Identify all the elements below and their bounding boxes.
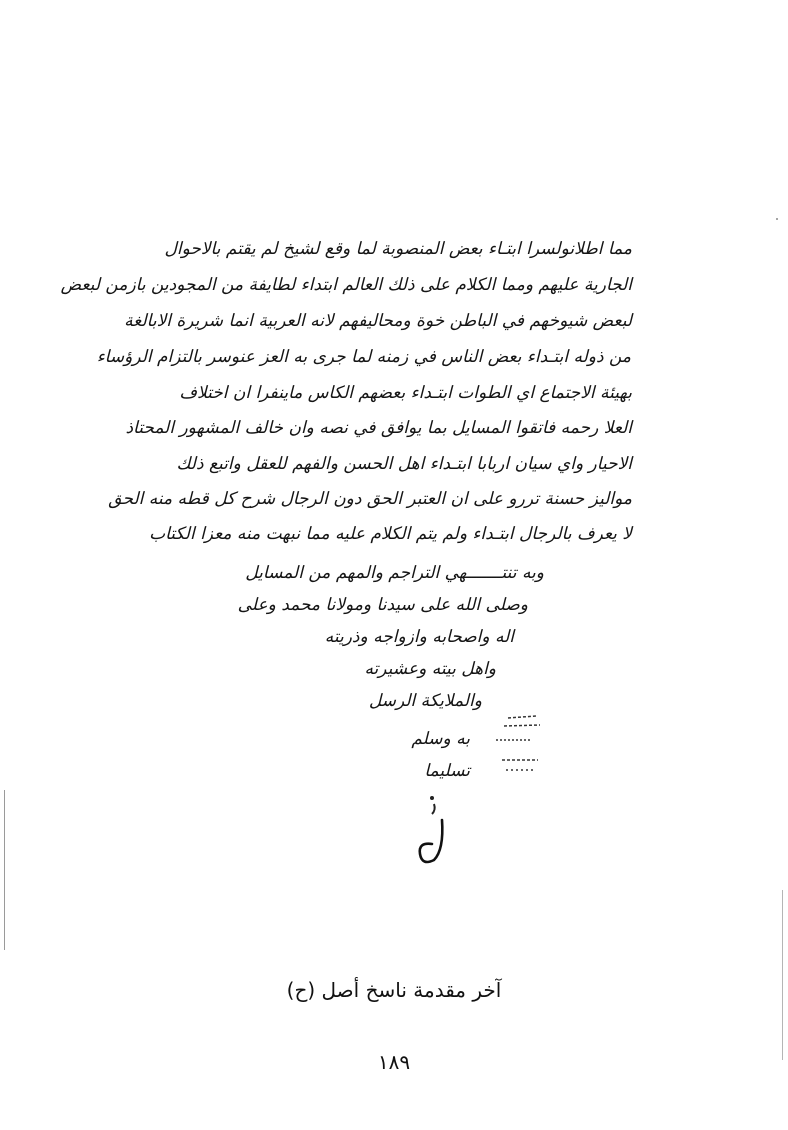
manuscript-line: اله واصحابه وازواجه وذريته	[324, 627, 514, 647]
manuscript-line: مواليز حسنة تررو على ان العتبر الحق دون الرجال شرح كل قطه منه الحق	[108, 489, 632, 509]
manuscript-line: والملايكة الرسل	[368, 691, 482, 711]
dash-ornament-icon	[480, 700, 550, 780]
manuscript-caption: آخر مقدمة ناسخ أصل (ح)	[286, 978, 502, 1002]
scan-page-edge-right	[782, 890, 783, 1060]
manuscript-line: وبه تنتـــــــهي التراجم والمهم من المسايل	[245, 563, 544, 583]
manuscript-line: الجارية عليهم ومما الكلام على ذلك العالم ابتداء لطايفة من المجودين بازمن لبعض	[60, 275, 632, 295]
manuscript-line: لا يعرف بالرجال ابتـداء ولم يتم الكلام عليه مما نبهت منه معزا الكتاب	[149, 524, 632, 544]
closing-flourish-icon	[404, 790, 464, 870]
manuscript-line: الاحيار واي سيان اربابا ابتـداء اهل الحسن والفهم للعقل واتبع ذلك	[176, 454, 632, 474]
manuscript-line: به وسلم	[411, 729, 470, 749]
manuscript-line: واهل بيته وعشيرته	[364, 659, 496, 679]
manuscript-line: العلا رحمه فاتقوا المسايل بما يوافق في نصه وان خالف المشهور المحتاذ	[125, 418, 632, 438]
manuscript-line: من ذوله ابتـداء بعض الناس في زمنه لما جرى به العز عنوسر بالتزام الرؤساء	[96, 347, 631, 367]
manuscript-line: لبعض شيوخهم في الباطن خوة ومحاليفهم لانه العربية انما شريرة الابالغة	[124, 311, 632, 331]
manuscript-line: بهيئة الاجتماع اي الطوات ابتـداء بعضهم الكاس ماينفرا ان اختلاف	[179, 383, 632, 403]
manuscript-line: مما اطلانولسرا ابتـاء بعض المنصوبة لما وقع لشيخ لم يقتم بالاحوال	[164, 239, 632, 259]
page-number: ١٨٩	[377, 1050, 411, 1074]
manuscript-line: وصلى الله على سيدنا ومولانا محمد وعلى	[237, 595, 528, 615]
manuscript-line: تسليما	[424, 761, 470, 781]
